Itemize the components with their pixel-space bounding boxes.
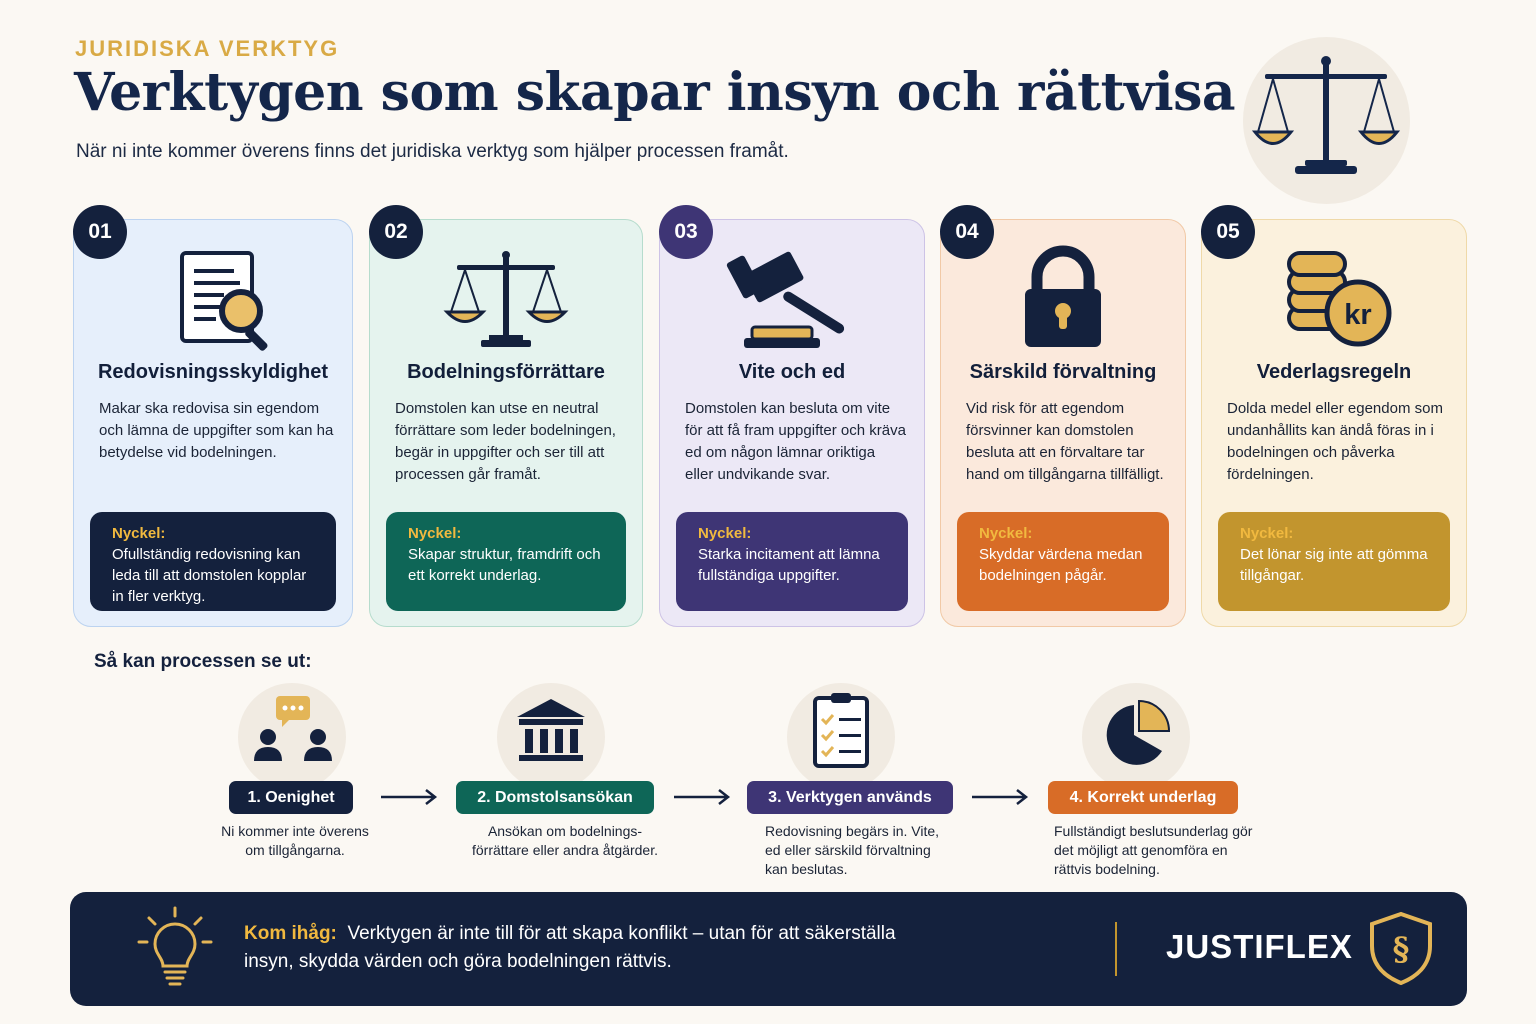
scales-icon [441, 245, 571, 355]
arrow-right-icon [970, 787, 1030, 807]
step-2-label: 2. Domstolsansökan [456, 781, 654, 814]
key-label: Nyckel: [698, 525, 752, 542]
key-text: Skyddar värdena medan bodelningen pågår. [979, 546, 1143, 584]
card-title: Särskild förvaltning [969, 361, 1157, 383]
lightbulb-icon [135, 904, 215, 994]
card-key [90, 512, 336, 611]
card-bodelningsforrattare [369, 219, 643, 627]
card-title: Bodelningsförrättare [407, 361, 605, 383]
footer-banner [70, 892, 1467, 1006]
document-search-icon [148, 245, 278, 355]
arrow-right-icon [379, 787, 439, 807]
card-title: Vederlagsregeln [1256, 361, 1412, 383]
step-1-desc: Ni kommer inte överens om tillgångarna. [221, 823, 369, 858]
step-1-icon-circle [238, 683, 346, 791]
svg-text:§: § [1392, 930, 1410, 968]
card-vederlagsregeln [1201, 219, 1467, 627]
gavel-icon [722, 245, 862, 355]
page-title: Verktygen som skapar insyn och rättvisa [74, 62, 1236, 123]
key-text: Skapar struktur, framdrift och ett korrekt underlag. [408, 546, 601, 584]
step-3-desc: Redovisning begärs in. Vite, ed eller särskild förvaltning kan beslutas. [765, 823, 940, 877]
scales-icon [1243, 37, 1410, 204]
step-1-label: 1. Oenighet [229, 781, 353, 814]
key-label: Nyckel: [1240, 525, 1294, 542]
card-number: 03 [659, 205, 713, 259]
key-text: Det lönar sig inte att gömma tillgångar. [1240, 546, 1428, 584]
step-2-icon-circle [497, 683, 605, 791]
card-number: 05 [1201, 205, 1255, 259]
card-body: Domstolen kan besluta om vite för att få fram uppgifter och kräva ed om någon lämnar oriktiga eller undvikande svar. [685, 400, 906, 483]
step-4-desc: Fullständigt beslutsunderlag gör det möjligt att genomföra en rättvis bodelning. [1054, 823, 1253, 877]
padlock-icon [1003, 245, 1123, 355]
card-number: 01 [73, 205, 127, 259]
footer-message: Verktygen är inte till för att skapa konflikt – utan för att säkerställa insyn, skydda värden och göra bodelningen rättvis. [244, 923, 896, 972]
card-key [676, 512, 908, 611]
card-title: Vite och ed [738, 361, 846, 383]
card-number: 04 [940, 205, 994, 259]
key-text: Starka incitament att lämna fullständiga uppgifter. [698, 546, 880, 584]
page-subtitle: När ni inte kommer överens finns det juridiska verktyg som hjälper processen framåt. [76, 141, 789, 162]
checklist-icon [787, 683, 895, 791]
process-title: Så kan processen se ut: [94, 651, 312, 672]
key-label: Nyckel: [112, 525, 166, 542]
pie-chart-icon [1082, 683, 1190, 791]
key-text: Ofullständig redovisning kan leda till att domstolen kopplar in fler verktyg. [112, 546, 307, 605]
courthouse-icon [497, 683, 605, 791]
key-label: Nyckel: [408, 525, 462, 542]
card-body: Makar ska redovisa sin egendom och lämna de uppgifter som kan ha betydelse vid bodelningen. [99, 400, 334, 461]
coins-icon [1269, 245, 1399, 355]
card-key [957, 512, 1169, 611]
brand-name: JUSTIFLEX [1166, 928, 1353, 965]
card-body: Dolda medel eller egendom som undanhållits kan ändå föras in i bodelningen och påverka fördelningen. [1227, 400, 1443, 483]
key-label: Nyckel: [979, 525, 1033, 542]
people-chat-icon [238, 683, 346, 791]
step-3-label: 3. Verktygen används [747, 781, 953, 814]
card-body: Vid risk för att egendom försvinner kan domstolen besluta att en förvaltare tar hand om tillgångarna tillfälligt. [966, 400, 1164, 483]
hero-scales [1243, 37, 1410, 204]
footer-divider [1115, 922, 1117, 976]
card-key [1218, 512, 1450, 611]
step-4-label: 4. Korrekt underlag [1048, 781, 1238, 814]
card-sarskild-forvaltning [940, 219, 1186, 627]
eyebrow: JURIDISKA VERKTYG [75, 36, 340, 61]
card-key [386, 512, 626, 611]
card-redovisningsskyldighet [73, 219, 353, 627]
arrow-right-icon [672, 787, 732, 807]
coin-label: kr [1344, 299, 1372, 331]
footer-text [244, 920, 944, 976]
card-number: 02 [369, 205, 423, 259]
step-2-desc: Ansökan om bodelnings-förrättare eller andra åtgärder. [472, 823, 658, 858]
card-vite-och-ed [659, 219, 925, 627]
footer-label: Kom ihåg: [244, 923, 337, 944]
card-title: Redovisningsskyldighet [97, 361, 329, 383]
card-body: Domstolen kan utse en neutral förrättare som leder bodelningen, begär in uppgifter och ser till att processen går framåt. [395, 400, 616, 483]
step-3-icon-circle [787, 683, 895, 791]
step-4-icon-circle [1082, 683, 1190, 791]
section-shield-icon [1366, 910, 1436, 986]
